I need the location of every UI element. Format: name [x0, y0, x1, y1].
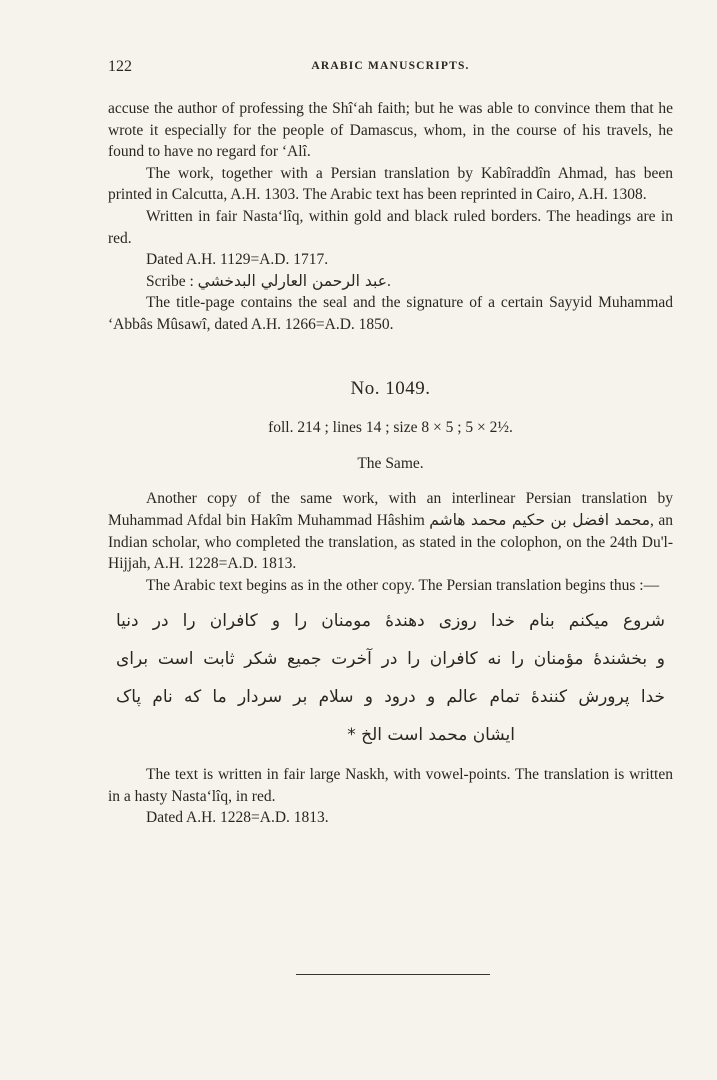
- paragraph-beginning-note: The Arabic text begins as in the other copy. The Persian translation begins thus :—: [146, 576, 660, 594]
- page-header: [108, 58, 673, 78]
- date-line: Dated A.H. 1129=A.D. 1717.: [146, 251, 329, 269]
- translator-name-arabic: محمد افضل بن حکیم محمد هاشم: [429, 510, 651, 529]
- page-body: [108, 98, 673, 829]
- paragraph-script-naskh: The text is written in fair large Naskh, with vowel-points. The translation is written in a hasty Nasta‘lîq, in red.: [108, 766, 673, 805]
- persian-line: شروع میکنم بنام خدا روزی دهندهٔ مومنان را و کافران را در دنیا: [116, 611, 665, 632]
- closing-rule: [296, 974, 490, 975]
- entry-heading: No. 1049.: [350, 377, 431, 399]
- scribe-line: Scribe : عبد الرحمن العارلي البدخشي.: [146, 271, 391, 290]
- running-title: ARABIC MANUSCRIPTS.: [311, 60, 470, 72]
- paragraph-script-description: Written in fair Nasta‘lîq, within gold and black ruled borders. The headings are in red.: [108, 207, 673, 247]
- paragraph-interlinear-translation: [108, 488, 673, 574]
- folio-description: foll. 214 ; lines 14 ; size 8 × 5 ; 5 × 2½.: [268, 419, 513, 437]
- paragraph-text-start: Another copy of the same work, with an interlinear Persian translation by Muhammad Afdal bin Hakîm Muhammad Hâshim: [108, 490, 673, 529]
- date-line: Dated A.H. 1228=A.D. 1813.: [146, 809, 329, 827]
- page-number: 122: [108, 58, 132, 75]
- scribe-name-arabic: عبد الرحمن العارلي البدخشي: [197, 271, 387, 290]
- persian-line: و بخشندهٔ مؤمنان را نه کافران را در آخرت جمیع شکر ثابت است برای: [116, 649, 665, 670]
- paragraph-text-end: , an Indian scholar, who completed the translation, as stated in the colophon, on the 24th Du'l-Hijjah, A.H. 1228=A.D. 1813.: [108, 511, 673, 573]
- persian-line: ایشان محمد است الخ *: [347, 725, 515, 746]
- paragraph-title-page-seal: The title-page contains the seal and the signature of a certain Sayyid Muhammad ‘Abbâs Mûsawî, dated A.H. 1266=A.D. 1850.: [108, 294, 673, 333]
- scribe-label: Scribe :: [146, 272, 198, 290]
- persian-quotation: [116, 602, 665, 754]
- persian-line: خدا پرورش کنندهٔ تمام عالم و درود و سلام بر سردار ما که نام پاک: [116, 687, 665, 708]
- paragraph-shiah-faith: accuse the author of professing the Shî‘ah faith; but he was able to convince them that he wrote it especially for the people of Damascus, whom, in the course of his travels, he found to have no regard for ‘Alî.: [108, 100, 673, 161]
- paragraph-printed-editions: The work, together with a Persian translation by Kabîraddîn Ahmad, has been printed in Calcutta, A.H. 1303. The Arabic text has been reprinted in Cairo, A.H. 1308.: [108, 164, 673, 204]
- entry-title: The Same.: [357, 454, 424, 472]
